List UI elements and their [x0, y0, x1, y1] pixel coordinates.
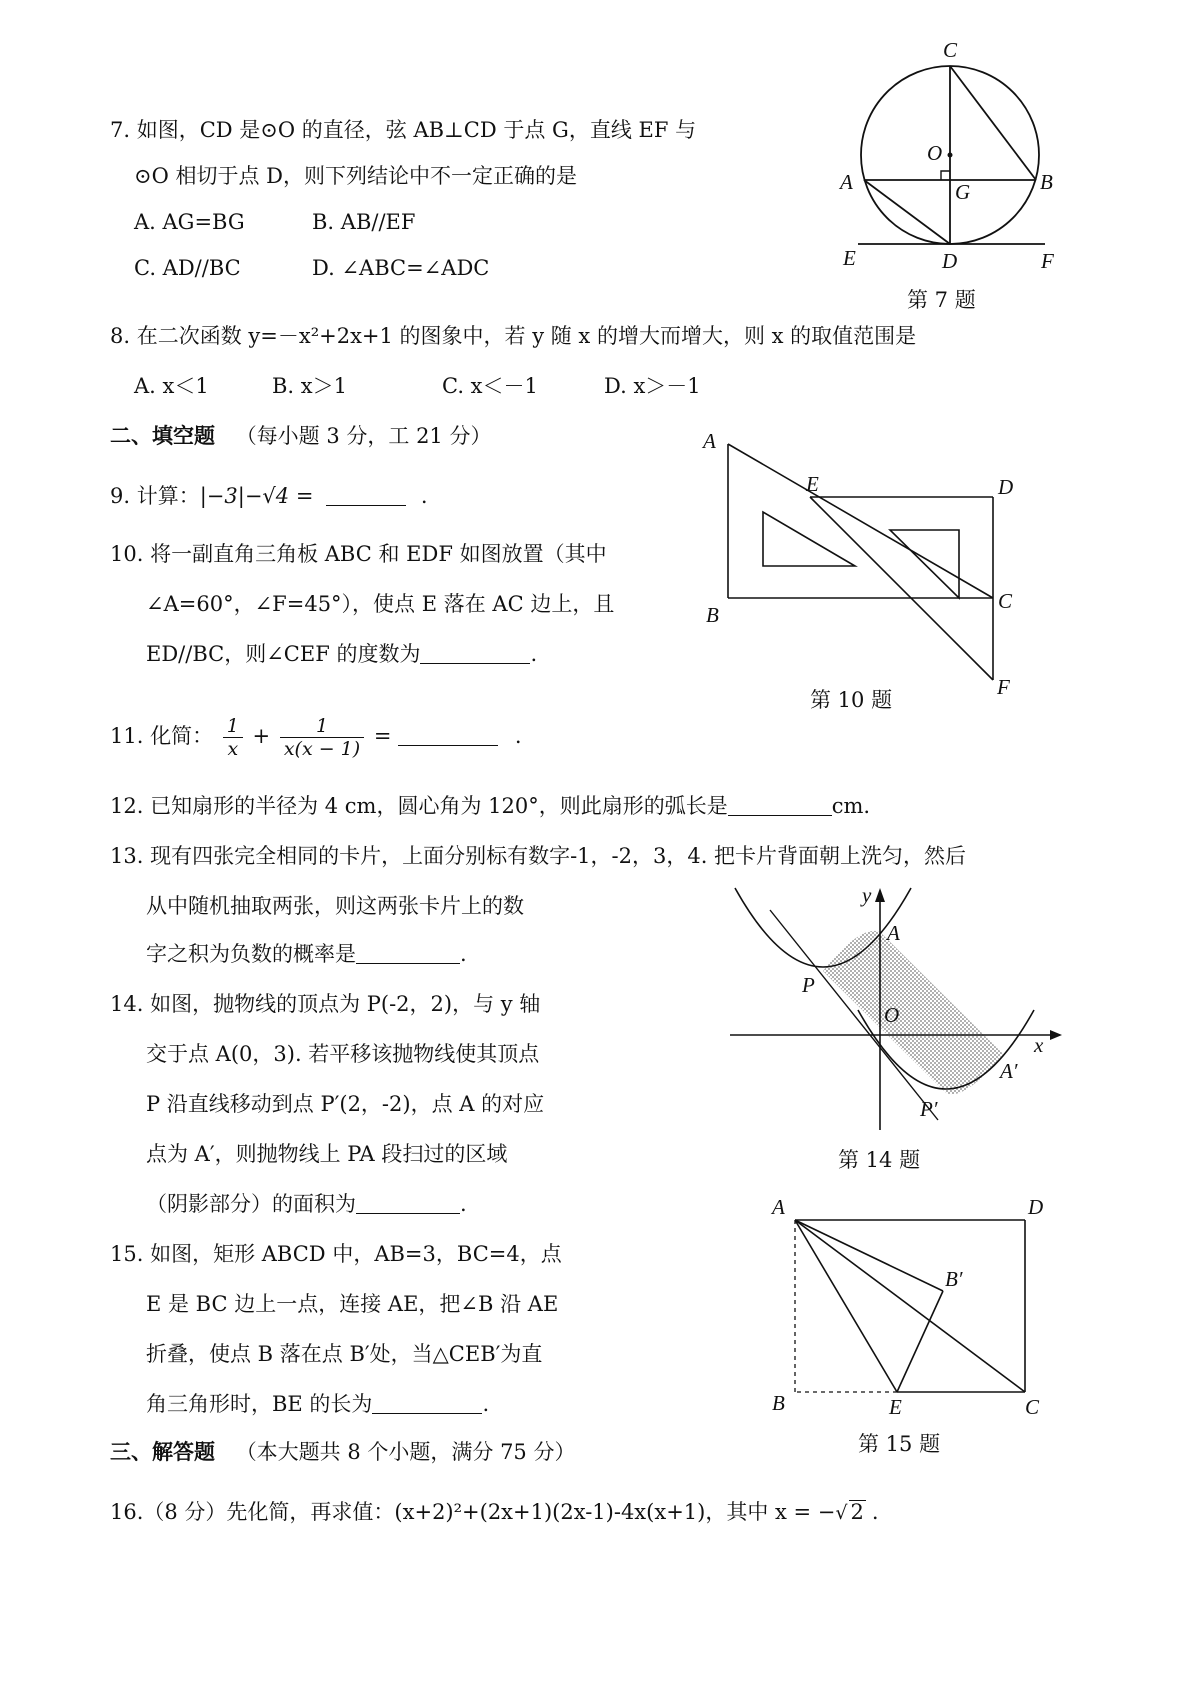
q11-plus: +	[252, 724, 271, 748]
q14-label-y: y	[862, 883, 872, 907]
q9-line	[110, 482, 428, 510]
q14-label-x: x	[1034, 1033, 1044, 1057]
q15-rectangle-figure	[760, 1190, 1060, 1430]
section-3-heading	[110, 1438, 575, 1466]
q11-fraction-1: $\frac{1}{x}$	[223, 715, 243, 760]
section-3-note: （本大题共 8 个小题，满分 75 分）	[235, 1440, 576, 1464]
section-2-title: 二、填空题	[110, 423, 215, 448]
q10-line-3-text: ED//BC，则∠CEF 的度数为	[146, 642, 421, 666]
q8-option-c: C. x＜－1	[442, 374, 538, 398]
q7-label-o: O	[927, 141, 943, 165]
q15-answer-blank[interactable]	[372, 1391, 482, 1414]
q16-suffix: .	[871, 1500, 879, 1524]
q10-line-2: ∠A=60°，∠F=45°），使点 E 落在 AC 边上，且	[146, 592, 615, 616]
q10-line-3	[146, 640, 537, 668]
q10-label-b: B	[706, 603, 719, 627]
q13-line-2: 从中随机抽取两张，则这两张卡片上的数	[146, 894, 524, 918]
q12-line	[110, 792, 870, 820]
q13-line-3	[146, 940, 467, 968]
q7-label-d: D	[942, 249, 958, 273]
q15-caption: 第 15 题	[858, 1432, 941, 1456]
q7-caption: 第 7 题	[907, 288, 976, 312]
q10-label-f: F	[997, 675, 1010, 699]
q12-suffix: cm.	[831, 794, 871, 818]
q7-label-b: B	[1040, 170, 1053, 194]
q14-line-4: 点为 A′，则抛物线上 PA 段扫过的区域	[146, 1142, 508, 1166]
q14-label-p-prime: P′	[920, 1097, 938, 1121]
q14-caption: 第 14 题	[838, 1148, 921, 1172]
q16-line: 16.（8 分）先化简，再求值：(x+2)²+(2x+1)(2x-1)-4x(x+1)，其中 x = −√ 2 .	[110, 1500, 879, 1524]
q15-label-e: E	[889, 1395, 902, 1419]
q14-label-a-prime: A′	[1000, 1059, 1018, 1083]
q10-line-1: 10. 将一副直角三角板 ABC 和 EDF 如图放置（其中	[110, 542, 607, 566]
q13-line-3-end: .	[460, 942, 467, 966]
q10-answer-blank[interactable]	[420, 641, 530, 664]
q15-line-1: 15. 如图，矩形 ABCD 中，AB=3，BC=4，点	[110, 1242, 562, 1266]
q7-label-a: A	[840, 170, 853, 194]
q10-triangle-figure	[690, 420, 1030, 700]
section-2-note: （每小题 3 分，工 21 分）	[235, 424, 492, 448]
q14-label-a: A	[887, 921, 900, 945]
q9-answer-blank[interactable]	[326, 483, 406, 506]
q9-prefix: 9. 计算：	[110, 484, 200, 508]
q15-line-4	[146, 1390, 489, 1418]
q11-equals: =	[373, 724, 392, 748]
q8-line-1: 8. 在二次函数 y=－x²+2x+1 的图象中，若 y 随 x 的增大而增大，则 x 的取值范围是	[110, 324, 917, 348]
q15-line-3: 折叠，使点 B 落在点 B′处，当△CEB′为直	[146, 1342, 543, 1366]
q16-text: 16.（8 分）先化简，再求值：(x+2)²+(2x+1)(2x-1)-4x(x+1)，其中 x = −	[110, 1500, 836, 1524]
q16-root: 2	[850, 1500, 864, 1524]
section-3-title: 三、解答题	[110, 1439, 215, 1464]
q7-option-d: D. ∠ABC=∠ADC	[312, 256, 490, 280]
q14-line-5	[146, 1190, 467, 1218]
q14-label-o: O	[884, 1003, 900, 1027]
q12-text: 12. 已知扇形的半径为 4 cm，圆心角为 120°，则此扇形的弧长是	[110, 794, 728, 818]
q7-label-f: F	[1041, 249, 1054, 273]
q7-line-1: 7. 如图，CD 是⊙O 的直径，弦 AB⊥CD 于点 G，直线 EF 与	[110, 118, 697, 142]
q14-label-p: P	[802, 973, 815, 997]
q10-label-c: C	[998, 589, 1013, 613]
q9-expression: |−3|−√4 =	[199, 484, 314, 508]
q14-line-3: P 沿直线移动到点 P′(2，-2)，点 A 的对应	[146, 1092, 545, 1116]
q10-label-a: A	[703, 429, 716, 453]
q11-line	[110, 708, 522, 764]
q15-label-c: C	[1025, 1395, 1040, 1419]
q15-line-4-text: 角三角形时，BE 的长为	[146, 1392, 373, 1416]
q13-line-3-text: 字之积为负数的概率是	[146, 942, 356, 966]
q13-answer-blank[interactable]	[356, 941, 460, 964]
q7-label-e: E	[843, 246, 856, 270]
q8-option-b: B. x＞1	[272, 374, 347, 398]
q15-line-2: E 是 BC 边上一点，连接 AE，把∠B 沿 AE	[146, 1292, 559, 1316]
q7-label-g: G	[955, 180, 971, 204]
q15-line-4-end: .	[482, 1392, 490, 1416]
q7-option-b: B. AB//EF	[312, 210, 416, 234]
q13-line-1: 13. 现有四张完全相同的卡片，上面分别标有数字-1，-2，3，4. 把卡片背面朝上洗匀，然后	[110, 844, 967, 868]
q11-prefix: 11. 化简：	[110, 724, 214, 748]
q9-suffix: .	[420, 484, 428, 508]
q14-parabola-figure	[720, 880, 1060, 1130]
q11-answer-blank[interactable]	[398, 723, 498, 746]
q14-line-1: 14. 如图，抛物线的顶点为 P(-2，2)，与 y 轴	[110, 992, 541, 1016]
q15-label-a: A	[772, 1195, 785, 1219]
section-2-heading	[110, 422, 491, 450]
q10-caption: 第 10 题	[810, 688, 893, 712]
q8-option-a: A. x＜1	[134, 374, 209, 398]
q11-suffix: .	[514, 724, 522, 748]
q14-line-5-end: .	[460, 1192, 467, 1216]
q14-line-5-text: （阴影部分）的面积为	[146, 1192, 356, 1216]
q15-label-d: D	[1028, 1195, 1044, 1219]
q14-answer-blank[interactable]	[356, 1191, 460, 1214]
q7-label-c: C	[943, 38, 958, 62]
q14-line-2: 交于点 A(0，3). 若平移该抛物线使其顶点	[146, 1042, 540, 1066]
q7-option-a: A. AG=BG	[134, 210, 245, 234]
q12-answer-blank[interactable]	[728, 793, 832, 816]
q7-line-2: ⊙O 相切于点 D，则下列结论中不一定正确的是	[134, 164, 577, 188]
q8-option-d: D. x＞－1	[604, 374, 701, 398]
q7-option-c: C. AD//BC	[134, 256, 241, 280]
q10-line-3-end: .	[530, 642, 538, 666]
q10-label-e: E	[806, 472, 819, 496]
q10-label-d: D	[998, 475, 1014, 499]
q7-circle-figure	[830, 30, 1080, 275]
q15-label-b-prime: B′	[945, 1267, 963, 1291]
q11-fraction-2: $\frac{1}{x(x - 1)}$	[280, 715, 364, 760]
q15-label-b: B	[772, 1391, 785, 1415]
